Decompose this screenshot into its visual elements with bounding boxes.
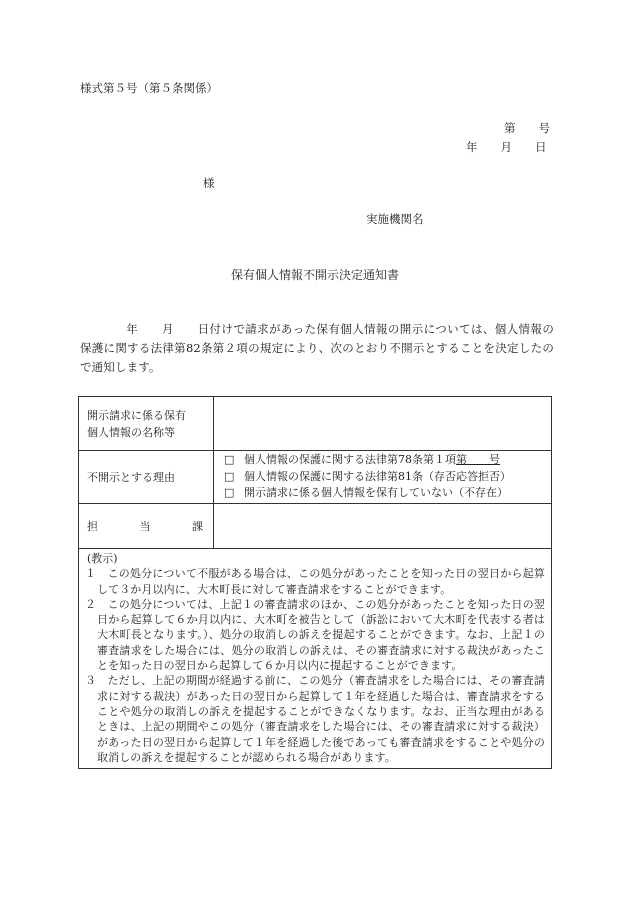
instructions-heading: (教示) [87,552,118,565]
reason-option-1 [214,452,551,469]
department-label-char: 課 [192,519,203,533]
instruction-item-1: １ この処分について不服がある場合は、この処分があったことを知った日の翌日から起算して３か月以内に、大木町長に対して審査請求をすることができます。 [85,567,545,596]
info-name-label-line2: 個人情報の名称等 [87,425,175,439]
table-row-notes [79,549,552,769]
checkbox-icon[interactable]: □ [224,469,235,483]
department-label-char: 担 [87,519,98,533]
document-title: 保有個人情報不開示決定通知書 [230,268,399,282]
info-name-value [214,397,552,451]
instruction-item-3: ３ ただし、上記の期間が経過する前に、この処分（審査請求をした場合には、その審査請求に対する裁決）があった日の翌日から起算して１年を経過した場合は、審査請求をすることや処分の取消しの訴えを提起することができなくなります。なお、正当な理由があるときは、上記の期間やこの処分（審査請求をした場合には、その審査請求に対する裁決）があった日の翌日から起算して１年を経過した後であっても審査請求をすることや処分の取消しの訴えを提起することが認められる場合があります。 [85,674,545,764]
reason-label: 不開示とする理由 [79,451,214,504]
info-name-label [79,397,214,451]
department-label-char: 当 [139,519,151,533]
reason-option-text: 個人情報の保護に関する法律第78条第１項 [244,453,456,467]
recipient-suffix: 様 [203,176,215,190]
reason-option-3 [214,485,551,502]
reason-options [214,451,552,504]
form-number: 様式第５号（第５条関係） [80,81,218,95]
department-label [79,504,214,549]
table-row-department [79,504,552,549]
body-text: 年 月 日付けで請求があった保有個人情報の開示については、個人情報の保護に関する法律第82条第２項の規定により、次のとおり不開示とすることを決定したので通知します。 [80,322,554,374]
table-row-reason [79,451,552,504]
department-value [214,504,552,549]
checkbox-icon[interactable]: □ [224,486,235,500]
reason-option-2 [214,469,551,486]
instructions-section [79,549,552,769]
info-name-label-line1: 開示請求に係る保有 [87,408,186,422]
document-number: 第 号 [504,121,550,135]
instruction-item-2: ２ この処分については、上記１の審査請求のほか、この処分があったことを知った日の翌日から起算して６か月以内に、大木町を被告として（訴訟において大木町を代表する者は大木町長となります。）、処分の取消しの訴えを提起することができます。なお、上記１の審査請求をした場合には、処分の取消しの訴えは、その審査請求に対する裁決があったことを知った日の翌日から起算して６か月以内に提起することができます。 [85,597,545,673]
body-paragraph [80,320,554,377]
issuer-label: 実施機関名 [366,212,424,226]
checkbox-icon[interactable]: □ [224,453,235,467]
table-row-info-name [79,397,552,451]
reason-option-item-number: 第 号 [456,453,500,467]
reason-option-text: 個人情報の保護に関する法律第81条（存否応答拒否） [244,469,511,483]
document-date: 年 月 日 [466,140,547,154]
decision-table [78,396,552,769]
reason-option-text: 開示請求に係る個人情報を保有していない（不存在） [244,486,508,500]
